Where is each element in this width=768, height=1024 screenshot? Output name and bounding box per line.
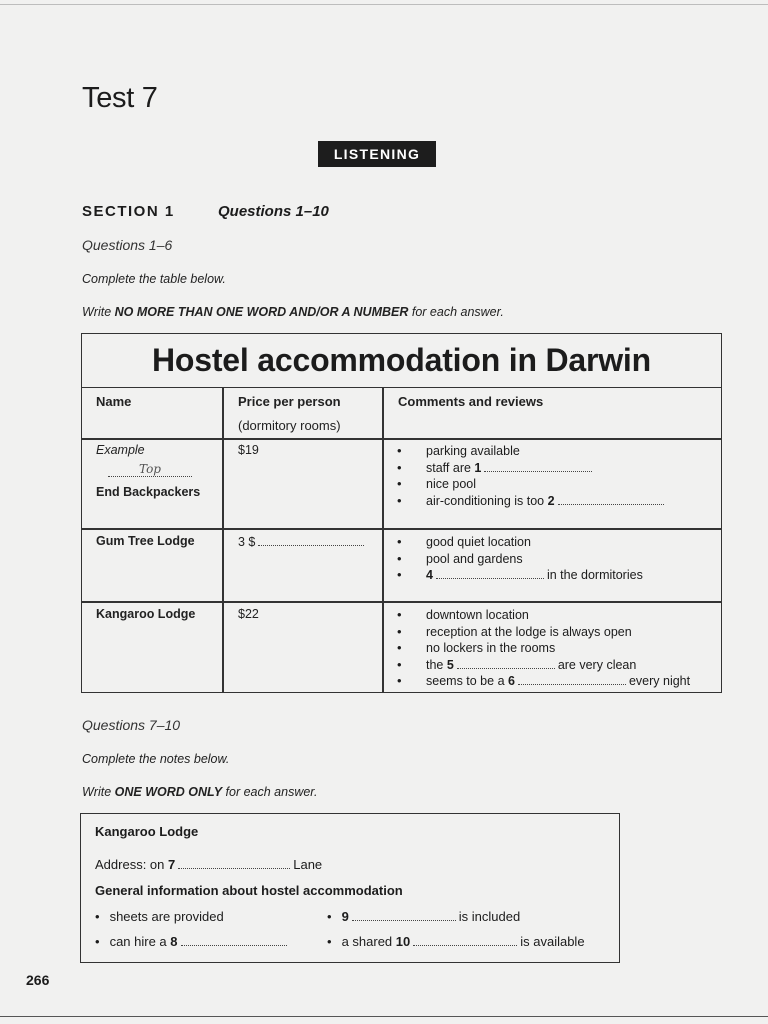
section-label: SECTION 1 xyxy=(82,203,175,220)
list-item: • air-conditioning is too 2 xyxy=(395,493,667,510)
header-name: Name xyxy=(96,394,132,409)
row2-comments xyxy=(395,534,643,584)
section-questions: Questions 1–10 xyxy=(218,203,329,220)
list-item: • parking available xyxy=(395,443,667,460)
answer-blank-1[interactable] xyxy=(484,460,592,472)
table-divider xyxy=(382,388,384,692)
list-item: • downtown location xyxy=(395,607,690,624)
hostel-table xyxy=(81,333,722,693)
list-item: • good quiet location xyxy=(395,534,643,551)
page-number: 266 xyxy=(26,972,50,988)
answer-blank-4[interactable] xyxy=(436,567,544,579)
list-item: • no lockers in the rooms xyxy=(395,640,690,657)
answer-blank-3[interactable] xyxy=(258,534,364,546)
row3-name: Kangaroo Lodge xyxy=(96,607,196,621)
list-item: • 4 in the dormitories xyxy=(395,567,643,584)
list-item: • pool and gardens xyxy=(395,551,643,568)
table-divider xyxy=(82,438,721,440)
row1-price: $19 xyxy=(238,443,259,457)
part2-instruction-1: Complete the notes below. xyxy=(82,752,230,766)
row3-price: $22 xyxy=(238,607,259,621)
answer-blank-2[interactable] xyxy=(558,493,664,505)
part1-range: Questions 1–6 xyxy=(82,237,173,253)
table-title: Hostel accommodation in Darwin xyxy=(82,334,721,388)
handwritten-example: Top xyxy=(108,462,192,477)
row2-price: 3 $ xyxy=(238,534,367,549)
row1-comments xyxy=(395,443,667,509)
row3-comments xyxy=(395,607,690,690)
answer-blank-6[interactable] xyxy=(518,673,626,685)
notes-item: • sheets are provided xyxy=(95,909,224,924)
answer-blank-8[interactable] xyxy=(181,934,287,946)
section-heading xyxy=(82,203,329,220)
example-label: Example xyxy=(96,443,145,457)
answer-blank-9[interactable] xyxy=(352,909,456,921)
notes-item: • 9 is included xyxy=(327,909,521,924)
answer-blank-7[interactable] xyxy=(178,857,290,869)
list-item: • the 5 are very clean xyxy=(395,657,690,674)
notes-item: • a shared 10 is available xyxy=(327,934,585,949)
part2-range: Questions 7–10 xyxy=(82,717,181,733)
table-divider xyxy=(82,528,721,530)
row2-name: Gum Tree Lodge xyxy=(96,534,195,548)
bottom-rule xyxy=(0,1016,768,1017)
answer-blank-10[interactable] xyxy=(413,934,517,946)
table-divider xyxy=(222,388,224,692)
header-price-sub: (dormitory rooms) xyxy=(238,418,341,433)
header-price: Price per person xyxy=(238,394,341,409)
notes-box xyxy=(80,813,620,963)
notes-item: • can hire a 8 xyxy=(95,934,290,949)
row1-name: End Backpackers xyxy=(96,485,201,499)
header-comments: Comments and reviews xyxy=(398,394,544,409)
notes-heading: Kangaroo Lodge xyxy=(95,824,199,839)
list-item: • nice pool xyxy=(395,476,667,493)
list-item: • staff are 1 xyxy=(395,460,667,477)
table-divider xyxy=(82,601,721,603)
part1-instruction-2: Write NO MORE THAN ONE WORD AND/OR A NUMBER for each answer. xyxy=(82,305,504,319)
listening-badge: LISTENING xyxy=(318,141,436,167)
notes-general-heading: General information about hostel accommodation xyxy=(95,883,403,898)
part2-instruction-2: Write ONE WORD ONLY for each answer. xyxy=(82,785,318,799)
part1-instruction-1: Complete the table below. xyxy=(82,272,226,286)
notes-address: Address: on 7 Lane xyxy=(95,857,323,872)
list-item: • seems to be a 6 every night xyxy=(395,673,690,690)
list-item: • reception at the lodge is always open xyxy=(395,624,690,641)
top-rule xyxy=(0,4,768,5)
test-title: Test 7 xyxy=(82,82,158,114)
answer-blank-5[interactable] xyxy=(457,657,555,669)
